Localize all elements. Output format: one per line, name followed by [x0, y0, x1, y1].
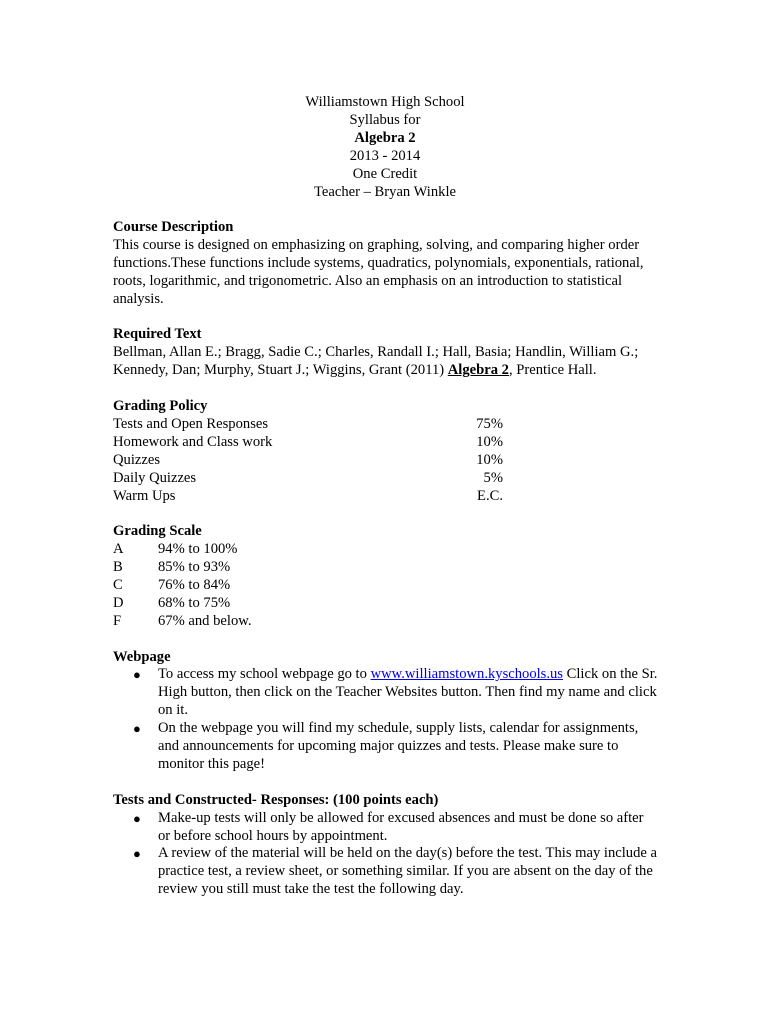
webpage-bullet-text: To access my school webpage go to	[158, 666, 371, 683]
school-name: Williamstown High School	[305, 94, 465, 110]
tests-title: Tests and Constructed- Responses: (100 points each)	[113, 791, 439, 808]
grading-policy-row	[113, 470, 658, 488]
citation-book-title: Algebra 2	[447, 362, 509, 379]
course-name: Algebra 2	[354, 129, 416, 146]
policy-label: Warm Ups	[113, 487, 176, 504]
policy-value: 75%	[476, 415, 503, 432]
grade-letter: A	[113, 541, 124, 558]
grade-letter: D	[113, 594, 124, 611]
grade-letter: B	[113, 559, 123, 576]
grade-range: 85% to 93%	[158, 559, 231, 576]
grading-policy-section	[113, 398, 658, 505]
list-item	[113, 845, 658, 899]
course-description-text: This course is designed on emphasizing on graphing, solving, and comparing higher order functions.These functions include systems, quadratics, polynomials, exponentials, rational, roots, logarithmic, and trigonometric. Also an emphasis on an introduction to statistical analysis.	[113, 236, 644, 307]
policy-label: Homework and Class work	[113, 433, 273, 450]
list-item	[113, 666, 658, 720]
required-text-citation	[113, 344, 658, 380]
webpage-title: Webpage	[113, 648, 171, 665]
policy-value: 10%	[476, 433, 503, 450]
grade-range: 67% and below.	[158, 612, 252, 629]
grading-scale-row	[113, 577, 658, 595]
grade-range: 68% to 75%	[158, 594, 231, 611]
policy-value: E.C.	[477, 487, 503, 504]
grading-policy-row	[113, 488, 658, 506]
citation-publisher: , Prentice Hall.	[508, 362, 597, 379]
tests-bullet-list	[113, 810, 658, 900]
document-header	[0, 94, 770, 201]
document-body	[113, 219, 658, 917]
teacher-name: Teacher – Bryan Winkle	[314, 183, 456, 200]
bullet-icon: ●	[133, 721, 141, 737]
policy-value: 5%	[483, 469, 503, 486]
list-item	[113, 720, 658, 774]
school-webpage-link[interactable]: www.williamstown.kyschools.us	[370, 666, 563, 683]
grading-scale-title: Grading Scale	[113, 523, 202, 540]
grade-range: 94% to 100%	[158, 541, 238, 558]
bullet-icon: ●	[133, 810, 141, 826]
grade-range: 76% to 84%	[158, 576, 231, 593]
citation-authors: Bellman, Allan E.; Bragg, Sadie C.; Charles, Randall I.; Hall, Basia; Handlin, William G.; Kennedy, Dan; Murphy, Stuart J.; Wiggins, Grant (2011)	[113, 344, 639, 379]
bullet-icon: ●	[133, 846, 141, 862]
policy-value: 10%	[476, 451, 503, 468]
webpage-bullet-text-cont: Click on the Sr. High button, then click on the Teacher Websites button. Then find my name and click on it.	[158, 666, 658, 719]
list-item	[113, 810, 658, 846]
grade-letter: C	[113, 576, 123, 593]
grading-scale-row	[113, 595, 658, 613]
webpage-bullet-list	[113, 666, 658, 773]
policy-label: Daily Quizzes	[113, 469, 197, 486]
required-text-title: Required Text	[113, 326, 202, 343]
webpage-section	[113, 649, 658, 774]
policy-label: Quizzes	[113, 451, 161, 468]
tests-section	[113, 792, 658, 899]
credit-info: One Credit	[352, 165, 418, 182]
tests-bullet-text: A review of the material will be held on the day(s) before the test. This may include a practice test, a review sheet, or something similar. If you are absent on the day of the review you still must take the test the following day.	[158, 845, 658, 898]
grading-scale-section	[113, 523, 658, 630]
bullet-icon: ●	[133, 667, 141, 683]
required-text-section	[113, 326, 658, 380]
course-description-title: Course Description	[113, 219, 234, 235]
grade-letter: F	[113, 612, 122, 629]
syllabus-label: Syllabus for	[349, 111, 421, 128]
grading-policy-row	[113, 416, 658, 434]
grading-policy-row	[113, 452, 658, 470]
grading-scale-row	[113, 541, 658, 559]
course-description-section	[113, 219, 658, 309]
school-year: 2013 - 2014	[349, 147, 421, 164]
grading-policy-title: Grading Policy	[113, 398, 208, 415]
grading-scale-row	[113, 559, 658, 577]
policy-label: Tests and Open Responses	[113, 415, 269, 432]
tests-bullet-text: Make-up tests will only be allowed for excused absences and must be done so after or before school hours by appointment.	[158, 809, 644, 844]
grading-scale-row	[113, 613, 658, 631]
grading-policy-row	[113, 434, 658, 452]
webpage-bullet-text: On the webpage you will find my schedule, supply lists, calendar for assignments, and announcements for upcoming major quizzes and tests. Please make sure to monitor this page!	[158, 720, 639, 772]
